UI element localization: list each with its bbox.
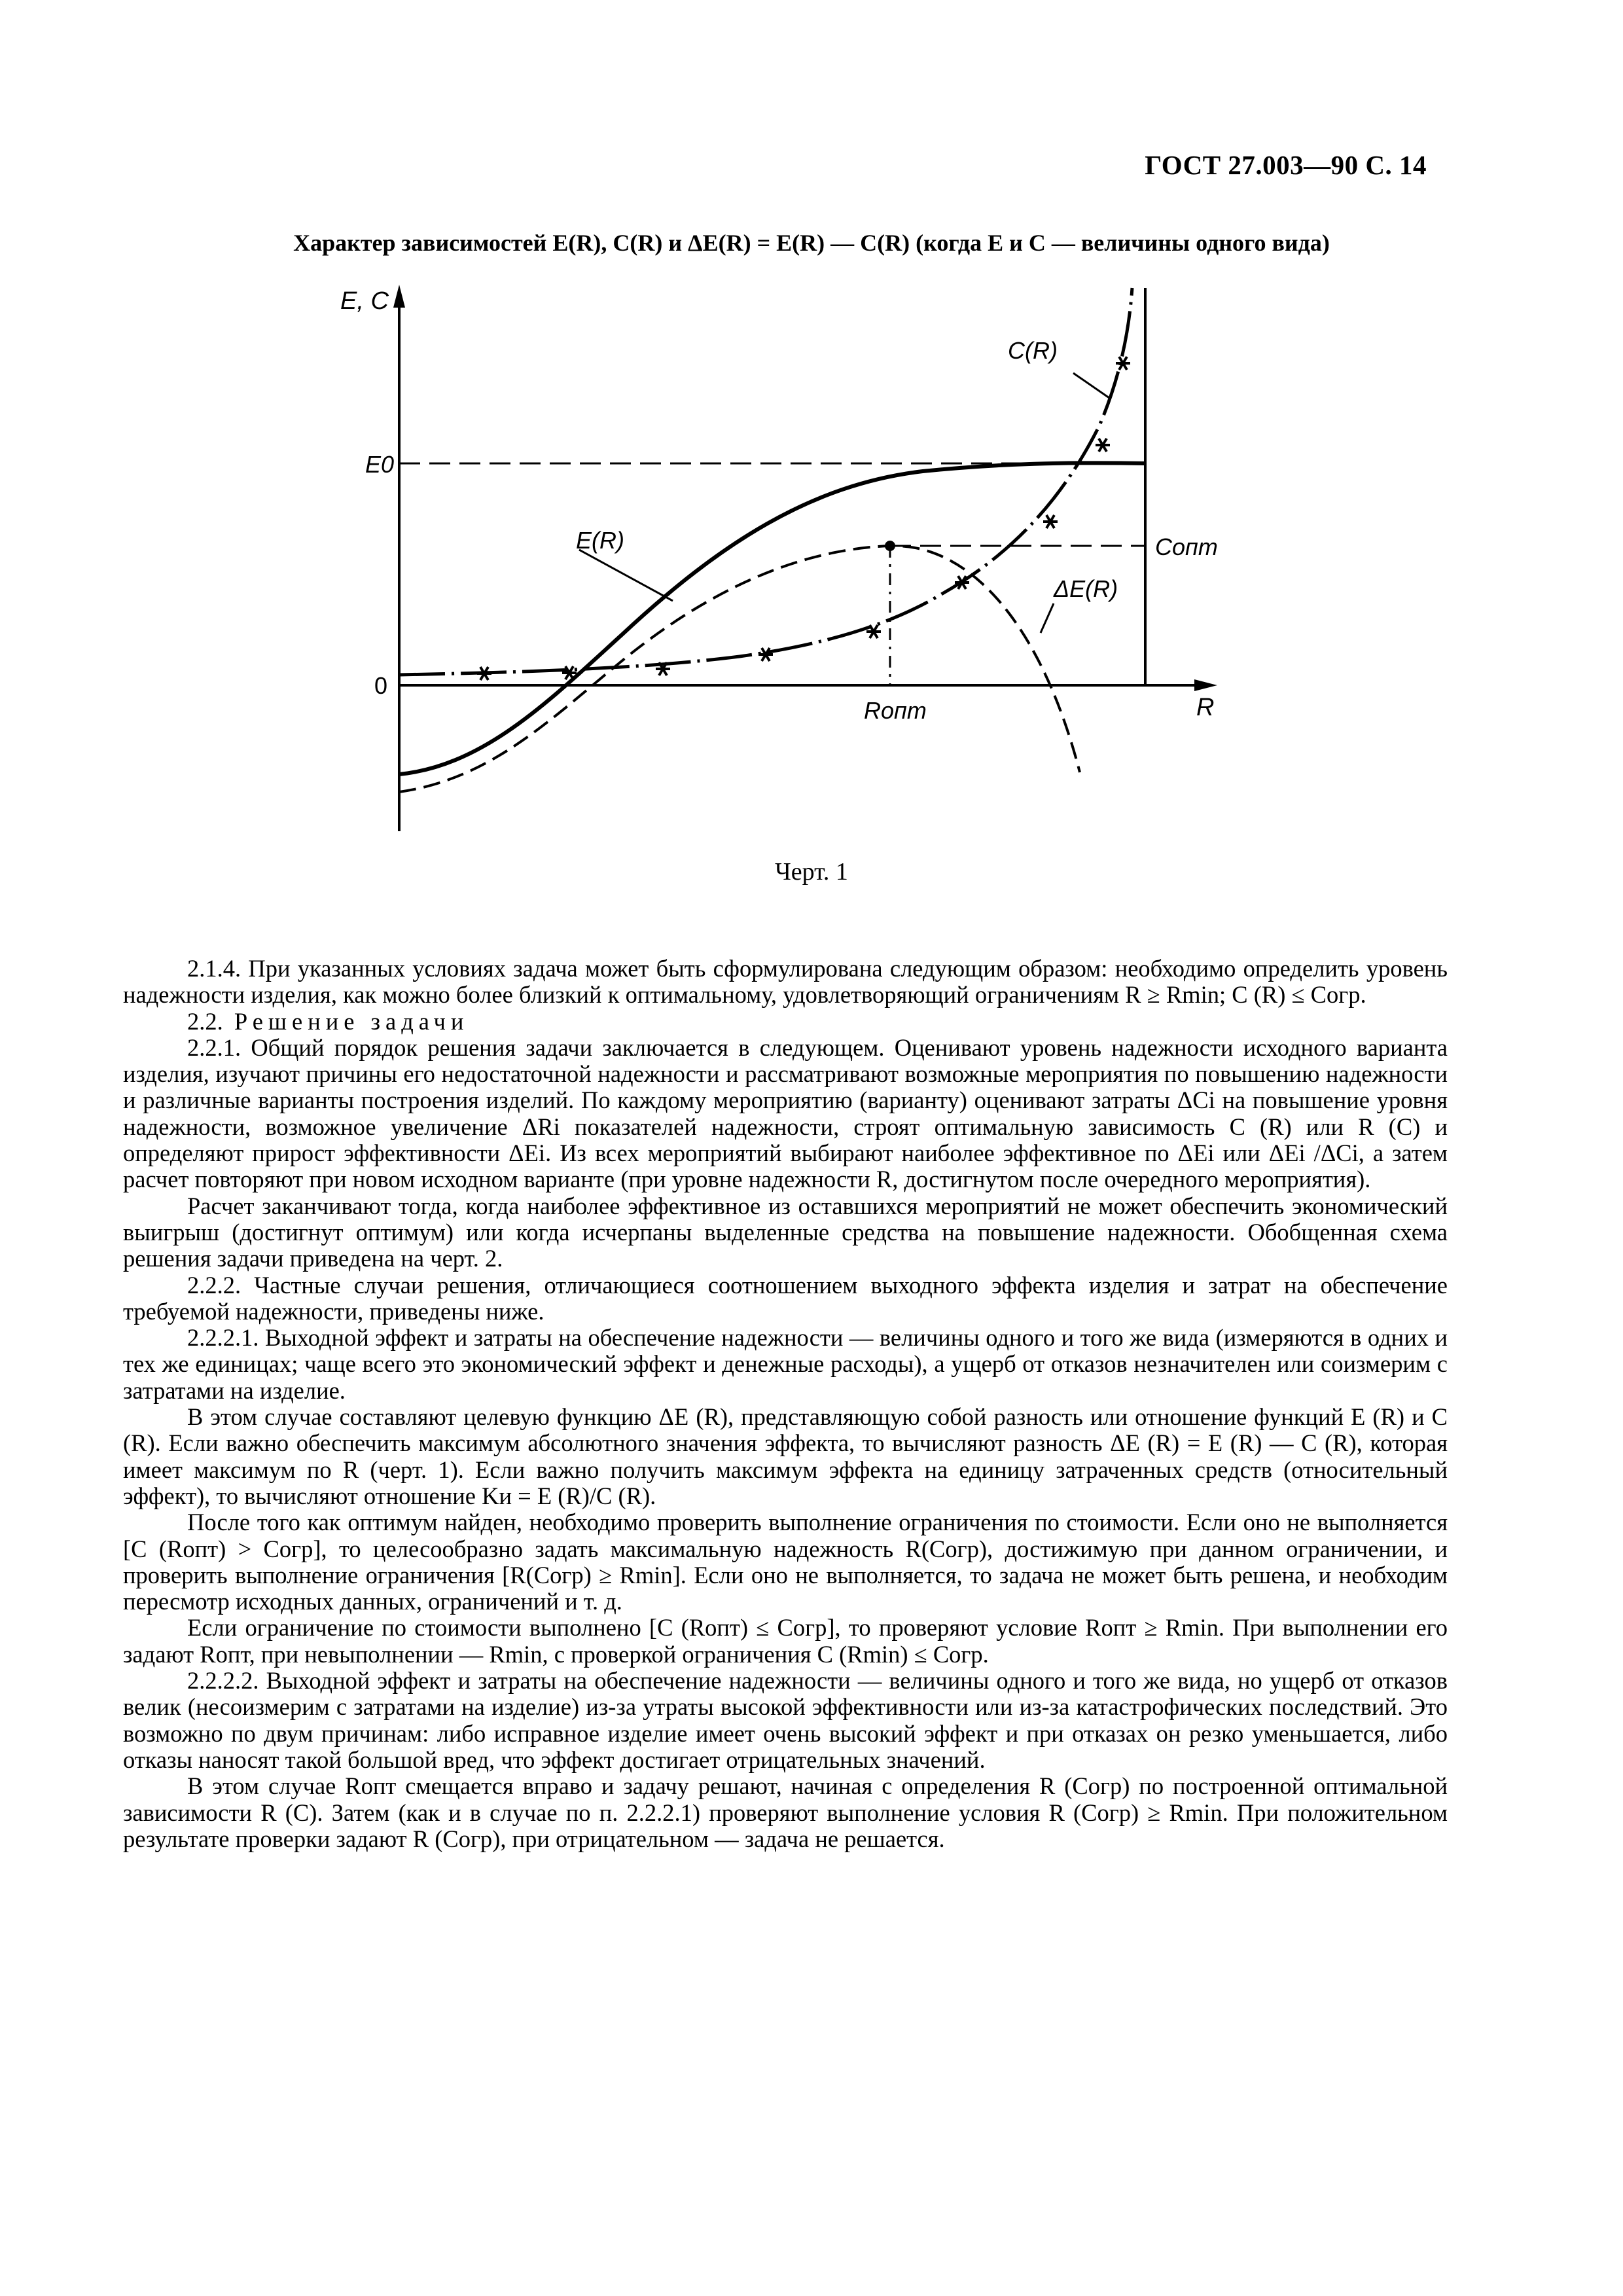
origin-label: 0 <box>374 672 388 699</box>
marker-star <box>477 667 491 680</box>
paragraph: После того как оптимум найден, необходимо проверить выполнение ограничения по стоимости. Если оно не выполняется [C (Rопт) > Cогр], то целесообразно задать максимальную надежность R(Cогр), достижимую при данном ограничении, и проверить выполнение ограничения [R(Cогр) ≥ Rmin]. Если оно не выполняется, то задача не может быть решена, и необходим пересмотр исходных данных, ограничений и т. д. <box>123 1509 1448 1615</box>
y-axis-arrow <box>393 285 405 308</box>
section-number: 2.2. <box>187 1007 223 1035</box>
c-opt-label: Cопт <box>1155 533 1218 560</box>
marker-star <box>1116 357 1130 370</box>
marker-star <box>1096 439 1110 452</box>
marker-star <box>758 648 773 661</box>
x-axis-label: R <box>1196 694 1215 721</box>
body-text <box>123 956 1448 1852</box>
e-curve-label: E(R) <box>576 527 624 554</box>
figure-caption: Черт. 1 <box>775 858 848 886</box>
figure-title: Характер зависимостей E(R), C(R) и ΔE(R) = E(R) — C(R) (когда E и C — величины одного вида) <box>293 230 1330 256</box>
marker-star <box>1043 515 1058 528</box>
c-curve-label: C(R) <box>1008 337 1058 364</box>
paragraph: 2.2.1. Общий порядок решения задачи заключается в следующем. Оценивают уровень надежности исходного варианта изделия, изучают причины его недостаточной надежности и рассматривают возможные мероприятия по повышению надежности и различные варианты построения изделий. По каждому мероприятию (варианту) оценивают затраты ΔCi на повышение уровня надежности, возможное увеличение ΔRi показателей надежности, строят оптимальную зависимость C (R) или R (C) и определяют прирост эффективности ΔEi. Из всех мероприятий выбирают наиболее эффективное по ΔEi или ΔEi /ΔCi, а затем расчет повторяют при новом исходном варианте (при уровне надежности R, достигнутом после очередного мероприятия). <box>123 1033 1448 1193</box>
paragraph: 2.1.4. При указанных условиях задача может быть сформулирована следующим образом: необходимо определить уровень надежности изделия, как можно более близкий к оптимальному, удовлетворяющий ограничениям R ≥ Rmin; C (R) ≤ Cогр. <box>123 955 1448 1009</box>
x-axis-arrow <box>1194 679 1217 691</box>
dependency-diagram <box>314 268 1230 844</box>
section-title: Решение задачи <box>234 1007 469 1035</box>
paragraph: 2.2.2.2. Выходной эффект и затраты на обеспечение надежности — величины одного и того же вида, но ущерб от отказов велик (несоизмерим с затратами на изделие) из-за утраты высокой эффективности или из-за катастрофических последствий. Это возможно по двум причинам: либо исправное изделие имеет очень высокий эффект и при отказах он резко уменьшается, либо отказы наносят такой большой вред, что эффект достигает отрицательных значений. <box>123 1667 1448 1773</box>
optimum-point <box>885 541 895 551</box>
c-curve-markers <box>477 357 1130 680</box>
paragraph: Если ограничение по стоимости выполнено [C (Rопт) ≤ Cогр], то проверяют условие Rопт ≥ Rmin. При выполнении его задают Rопт, при невыполнении — Rmin, с проверкой ограничения C (Rmin) ≤ Cогр. <box>123 1614 1448 1668</box>
e-curve <box>399 463 1145 774</box>
paragraph: 2.2.2. Частные случаи решения, отличающиеся соотношением выходного эффекта изделия и затрат на обеспечение требуемой надежности, приведены ниже. <box>123 1271 1448 1325</box>
paragraph: Расчет заканчивают тогда, когда наиболее эффективное из оставшихся мероприятий не может обеспечить экономический выигрыш (достигнут оптимум) или когда исчерпаны выделенные средства на повышение надежности. Обобщенная схема решения задачи приведена на черт. 2. <box>123 1192 1448 1272</box>
section-heading <box>123 1009 1448 1035</box>
r-opt-label: Rопт <box>864 697 927 724</box>
de-curve-label: ΔE(R) <box>1054 575 1118 602</box>
e-label-leader <box>579 550 673 601</box>
de-label-leader <box>1041 603 1054 633</box>
y-axis-label: E, C <box>340 287 389 315</box>
document-header: ГОСТ 27.003—90 С. 14 <box>1145 150 1427 180</box>
paragraph: В этом случае Rопт смещается вправо и задачу решают, начиная с определения R (Cогр) по построенной оптимальной зависимости R (C). Затем (как и в случае по п. 2.2.2.1) проверяют выполнение условия R (Cогр) ≥ Rmin. При положительном результате проверки задают R (Cогр), при отрицательном — задача не решается. <box>123 1772 1448 1852</box>
delta-e-curve <box>399 546 1080 792</box>
paragraph: В этом случае составляют целевую функцию ΔE (R), представляющую собой разность или отношение функций E (R) и C (R). Если важно обеспечить максимум абсолютного значения эффекта, то вычисляют разность ΔE (R) = E (R) — C (R), которая имеет максимум по R (черт. 1). Если важно получить максимум эффекта на единицу затраченных средств (относительный эффект), то вычисляют отношение Kи = E (R)/C (R). <box>123 1403 1448 1509</box>
e0-label: E0 <box>365 451 395 478</box>
paragraph: 2.2.2.1. Выходной эффект и затраты на обеспечение надежности — величины одного и того же вида (измеряются в одних и тех же единицах; чаще всего это экономический эффект и денежные расходы), а ущерб от отказов незначителен или соизмерим с затратами на изделие. <box>123 1324 1448 1404</box>
c-label-leader <box>1073 373 1109 398</box>
